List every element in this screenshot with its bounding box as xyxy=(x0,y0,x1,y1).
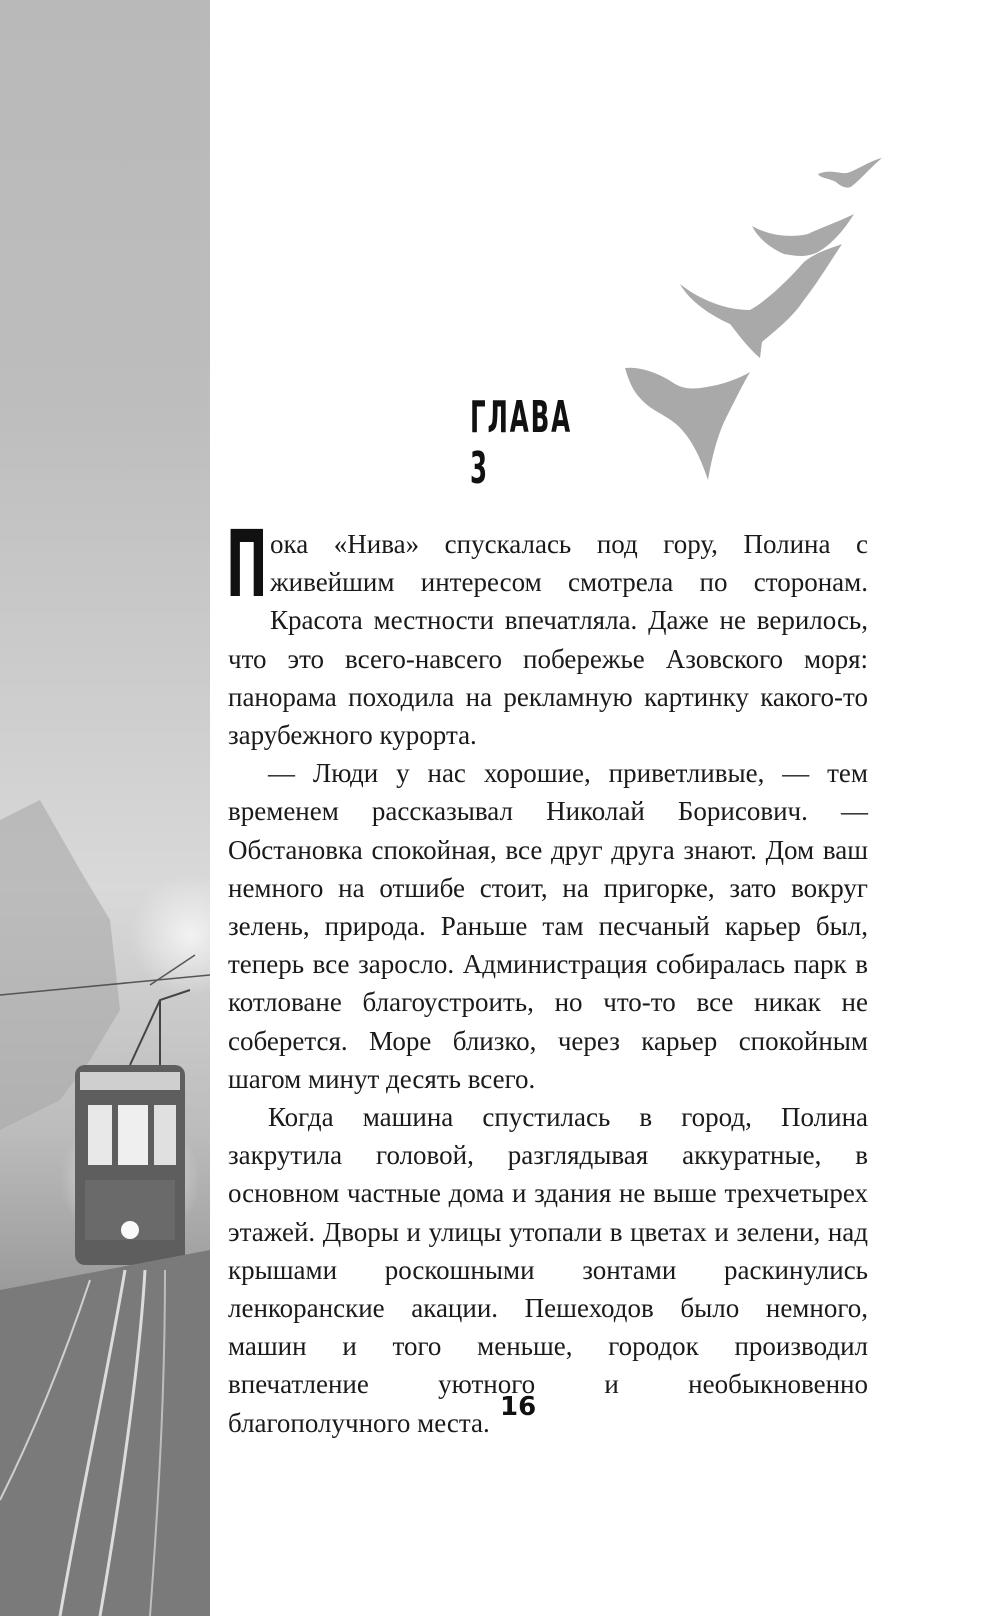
drop-cap: П xyxy=(226,511,268,618)
side-illustration xyxy=(0,0,210,1616)
chapter-title: ГЛАВА 3 xyxy=(470,392,573,494)
gull-icon xyxy=(818,158,882,188)
gull-icon xyxy=(752,214,854,256)
tram-street-image xyxy=(0,0,210,1616)
paragraph: Когда машина спустилась в город, Полина закрутила головой, разглядывая аккуратные, в основном частные дома и здания не выше трехчетырех этажей. Дворы и улицы утопали в цветах и зелени, над крышами роскошными зонтами раскинулись ленкоранские акации. Пешеходов было немного, машин и того меньше, городок производил впечатление уютного и необыкновенно благополучного места. xyxy=(228,1102,868,1438)
paragraph: — Люди у нас хорошие, приветливые, — тем временем рассказывал Николай Борисович. — Обстановка спокойная, все друг друга знают. Дом ваш немного на отшибе стоит, на пригорке, зато вокруг зелень, природа. Раньше там песчаный карьер был, теперь все заросло. Администрация собиралась парк в котловане благоустроить, но что-то все никак не соберется. Море близко, через карьер спокойным шагом минут десять всего. xyxy=(228,758,868,1094)
paragraph-text: ока «Нива» спускалась под гору, Полина с живейшим интересом смотрела по сторонам. Красота местности впечатляла. Даже не верилось, что это всего-навсего побережье Азовского моря: панорама походила на рекламную картинку какого-то зарубежного курорта. xyxy=(228,529,868,751)
page-number: 16 xyxy=(500,1392,537,1422)
paragraph xyxy=(226,511,868,754)
gull-icon xyxy=(680,244,842,358)
gull-icon xyxy=(625,368,750,480)
chapter-body xyxy=(226,511,868,1442)
